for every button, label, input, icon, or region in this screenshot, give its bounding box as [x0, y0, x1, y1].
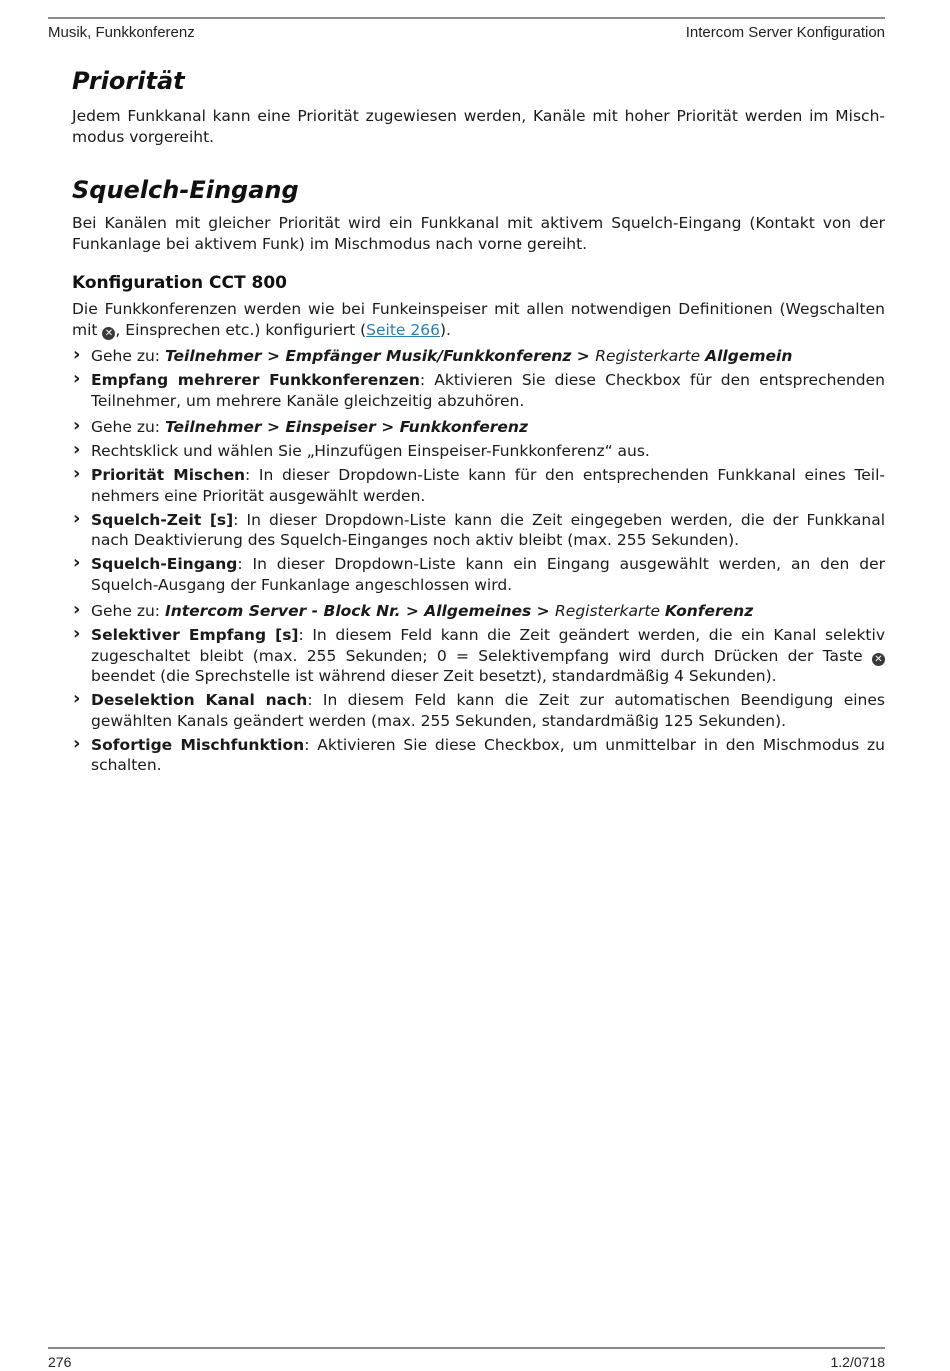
paragraph-prioritaet: Jedem Funkkanal kann eine Priorität zugewiesen werden, Kanäle mit hoher Priorität werden im Misch-modus vorgereiht. — [72, 107, 885, 146]
tab-word: Registerkarte — [555, 602, 665, 620]
step-goto-empfaenger — [72, 346, 885, 367]
step-goto-einspeiser — [72, 417, 885, 438]
footer-rule — [48, 1347, 885, 1349]
option-term: Sofortige Mischfunktion — [91, 735, 305, 754]
option-text-continued: beendet (die Sprechstelle ist während dieser Zeit besetzt), standardmäßig 4 Sekunden). — [91, 667, 777, 685]
step-lead: Gehe zu: — [91, 347, 165, 365]
paragraph-squelch: Bei Kanälen mit gleicher Priorität wird ein Funkkanal mit aktivem Squelch-Eingang (Kontakt von der Funkanlage bei aktivem Funk) im Mischmodus nach vorne gereiht. — [72, 214, 885, 253]
header-right: Intercom Server Konfiguration — [685, 24, 885, 41]
nav-path: Teilnehmer > Einspeiser > Funkkonferenz — [164, 418, 528, 436]
option-term: Squelch-Zeit [s] — [91, 510, 234, 529]
cancel-key-icon: ✕ — [872, 653, 885, 666]
option-text: : In diesem Feld kann die Zeit zur automatischen Beendigung eines gewählten Kanals geändert werden (max. 255 Sekunden, standardmäßig 125 Sekunden). — [91, 691, 885, 730]
tab-name: Konferenz — [664, 602, 754, 620]
heading-konfiguration: Konfiguration CCT 800 — [72, 273, 287, 293]
document-version: 1.2/0718 — [830, 1354, 885, 1370]
option-text: : In diesem Feld kann die Zeit geändert werden, die ein Kanal selektiv zugeschaltet bleibt (max. 255 Sekunden; 0 = Selektivempfang wird durch Drücken der Taste — [91, 626, 885, 665]
option-term: Empfang mehrerer Funkkonferenzen — [91, 371, 420, 389]
page-reference-link[interactable]: Seite 266 — [366, 320, 440, 339]
header-left: Musik, Funkkonferenz — [48, 24, 195, 41]
step-selektiver-empfang — [72, 625, 885, 687]
step-lead: Gehe zu: — [91, 602, 165, 620]
step-goto-intercom-server — [72, 601, 885, 622]
option-text: : In dieser Dropdown-Liste kann für den entsprechenden Funkkanal eines Teil-nehmers eine Priorität ausgewählt werden. — [91, 466, 885, 505]
step-empfang-mehrerer — [72, 370, 885, 411]
paragraph-konfiguration — [72, 299, 885, 340]
option-term: Deselektion Kanal nach — [91, 691, 308, 709]
page-number: 276 — [48, 1354, 72, 1370]
option-term: Priorität Mischen — [91, 466, 246, 484]
intro-text-b: , Einsprechen etc.) konfiguriert ( — [115, 320, 367, 339]
step-prioritaet-mischen — [72, 465, 885, 506]
tab-name: Allgemein — [705, 347, 793, 365]
step-list — [72, 346, 885, 776]
tab-word: Registerkarte — [595, 347, 706, 365]
page-content — [72, 62, 885, 779]
header-rule — [48, 17, 885, 19]
option-text: : In dieser Dropdown-Liste kann die Zeit eingegeben werden, die der Funkkanal nach Deaktivierung des Squelch-Einganges noch aktiv bleibt (max. 255 Sekunden). — [91, 510, 885, 549]
step-sofortige-mischfunktion — [72, 735, 885, 776]
intro-text-c: ). — [439, 320, 451, 339]
nav-path: Intercom Server - Block Nr. > Allgemeines > — [164, 602, 556, 620]
step-deselektion — [72, 690, 885, 731]
step-text: Rechtsklick und wählen Sie „Hinzufügen Einspeiser-Funkkonferenz“ aus. — [91, 442, 650, 460]
heading-squelch-eingang: Squelch-Eingang — [72, 176, 299, 204]
option-text: : Aktivieren Sie diese Checkbox für den entsprechenden Teilnehmer, um mehrere Kanäle gleichzeitig abzuhören. — [91, 371, 885, 410]
step-rechtsklick — [72, 441, 885, 462]
option-text: : In dieser Dropdown-Liste kann ein Eingang ausgewählt werden, an den der Squelch-Ausgang der Funkanlage angeschlossen wird. — [91, 555, 885, 594]
step-lead: Gehe zu: — [91, 418, 165, 436]
step-squelch-eingang — [72, 554, 885, 595]
option-text: : Aktivieren Sie diese Checkbox, um unmittelbar in den Mischmodus zu schalten. — [91, 735, 885, 774]
option-term: Squelch-Eingang — [91, 555, 238, 573]
intro-text-a: Die Funkkonferenzen werden wie bei Funkeinspeiser mit allen notwendigen Definitionen (Wegschalten mit — [72, 300, 885, 339]
nav-path: Teilnehmer > Empfänger Musik/Funkkonferenz > — [164, 347, 596, 365]
heading-prioritaet: Priorität — [72, 67, 185, 95]
step-squelch-zeit — [72, 510, 885, 551]
cancel-key-icon: ✕ — [102, 327, 115, 340]
option-term: Selektiver Empfang [s] — [91, 626, 299, 644]
